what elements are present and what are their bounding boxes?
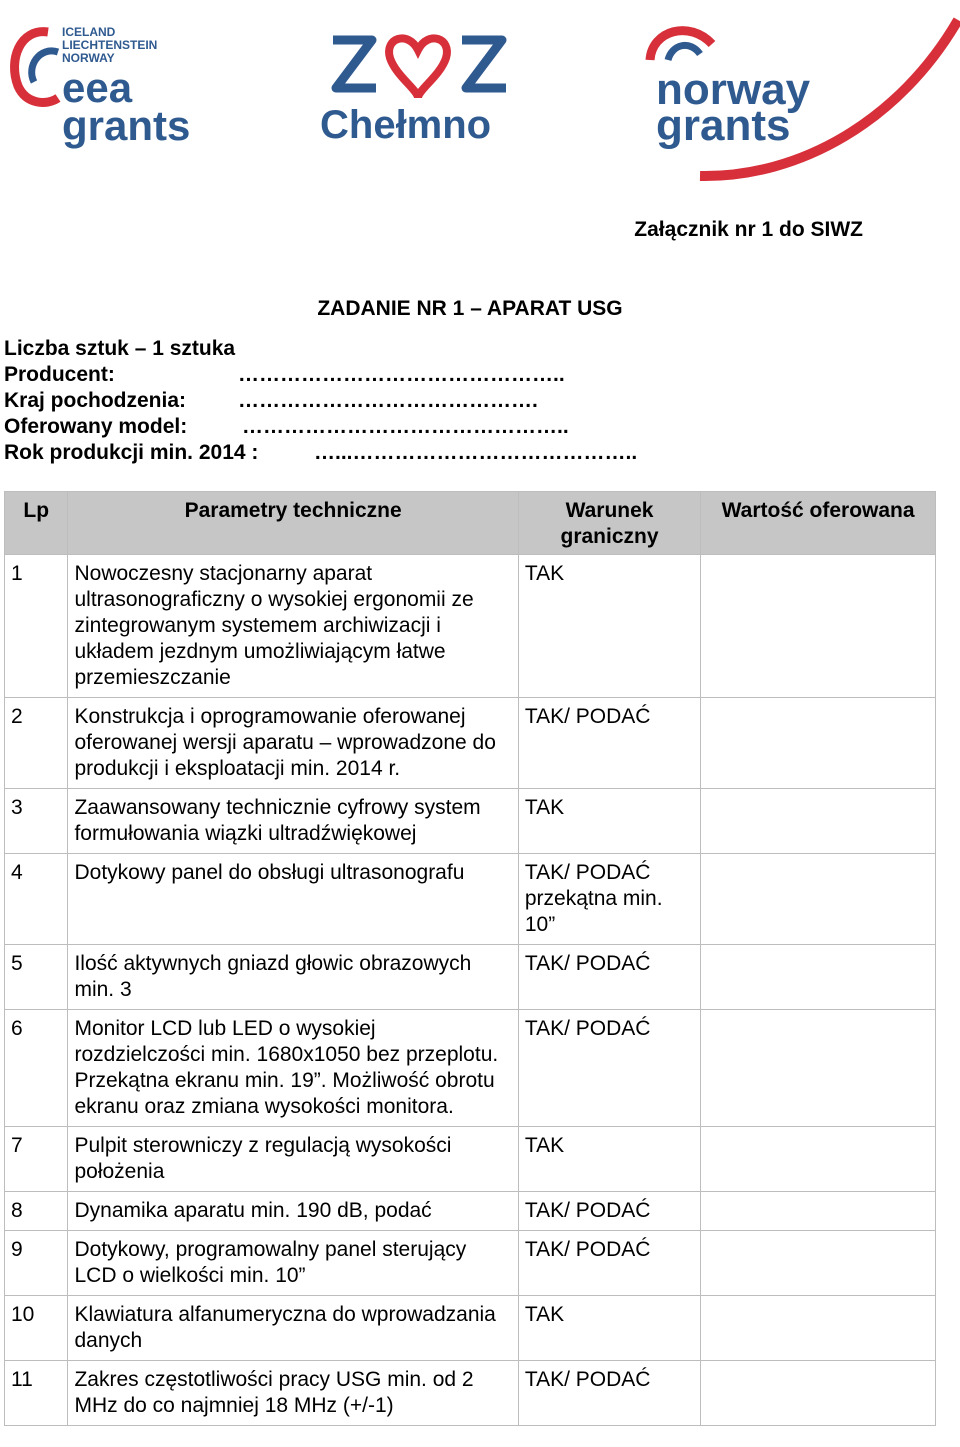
- cell-value[interactable]: [701, 1010, 936, 1127]
- cell-cond: TAK: [518, 1127, 700, 1192]
- cell-param: Dynamika aparatu min. 190 dB, podać: [68, 1192, 518, 1231]
- table-row: [5, 1361, 936, 1426]
- meta-dots: …………………………………….: [238, 389, 538, 412]
- meta-label: Producent:: [4, 363, 115, 386]
- cell-value[interactable]: [701, 1231, 936, 1296]
- table-row: [5, 1010, 936, 1127]
- table-row: [5, 1192, 936, 1231]
- meta-label: Liczba sztuk – 1 sztuka: [4, 337, 236, 360]
- norway-line2: grants: [656, 101, 791, 150]
- meta-dots: ………………………………………..: [238, 363, 565, 386]
- cell-value[interactable]: [701, 1192, 936, 1231]
- cell-value[interactable]: [701, 698, 936, 789]
- cell-value[interactable]: [701, 945, 936, 1010]
- cell-param: Dotykowy panel do obsługi ultrasonografu: [68, 854, 518, 945]
- cell-lp: 3: [5, 789, 68, 854]
- cell-cond: TAK/ PODAĆ: [518, 945, 700, 1010]
- cell-cond: TAK: [518, 1296, 700, 1361]
- cell-value[interactable]: [701, 1296, 936, 1361]
- header-param: Parametry techniczne: [68, 492, 518, 555]
- eea-country-3: NORWAY: [62, 51, 115, 65]
- cell-param: Klawiatura alfanumeryczna do wprowadzania danych: [68, 1296, 518, 1361]
- cell-cond: TAK/ PODAĆ przekątna min. 10”: [518, 854, 700, 945]
- cell-param: Pulpit sterowniczy z regulacją wysokości położenia: [68, 1127, 518, 1192]
- cell-lp: 7: [5, 1127, 68, 1192]
- table-row: [5, 854, 936, 945]
- cell-lp: 11: [5, 1361, 68, 1426]
- logo-strip: [0, 0, 960, 190]
- table-row: [5, 945, 936, 1010]
- table-row: [5, 555, 936, 698]
- table-header-row: [5, 492, 936, 555]
- meta-dots: ………………………………………..: [242, 415, 569, 438]
- cell-value[interactable]: [701, 555, 936, 698]
- cell-param: Konstrukcja i oprogramowanie oferowanej oferowanej wersji aparatu – wprowadzone do produkcji i eksploatacji min. 2014 r.: [68, 698, 518, 789]
- eea-line1: eea: [62, 64, 133, 111]
- cell-lp: 4: [5, 854, 68, 945]
- chelmno-logo: [320, 38, 506, 147]
- eea-line2: grants: [62, 102, 191, 149]
- header-lp: Lp: [5, 492, 68, 555]
- norway-line1: norway: [656, 65, 811, 114]
- meta-dots: …...…………………………………..: [314, 441, 638, 464]
- cell-cond: TAK/ PODAĆ: [518, 1361, 700, 1426]
- meta-label: Oferowany model:: [4, 415, 188, 438]
- table-row: [5, 1231, 936, 1296]
- cell-lp: 2: [5, 698, 68, 789]
- cell-cond: TAK: [518, 555, 700, 698]
- chelmno-name: Chełmno: [320, 103, 492, 147]
- cell-lp: 6: [5, 1010, 68, 1127]
- cell-cond: TAK: [518, 789, 700, 854]
- task-title: ZADANIE NR 1 – APARAT USG: [317, 297, 623, 320]
- meta-label: Kraj pochodzenia:: [4, 389, 187, 412]
- cell-lp: 5: [5, 945, 68, 1010]
- eea-country-1: ICELAND: [62, 25, 116, 39]
- cell-param: Zakres częstotliwości pracy USG min. od 2 MHz do co najmniej 18 MHz (+/-1): [68, 1361, 518, 1426]
- cell-param: Zaawansowany technicznie cyfrowy system formułowania wiązki ultradźwiękowej: [68, 789, 518, 854]
- table-row: [5, 1296, 936, 1361]
- cell-value[interactable]: [701, 789, 936, 854]
- cell-lp: 10: [5, 1296, 68, 1361]
- cell-param: Ilość aktywnych gniazd głowic obrazowych min. 3: [68, 945, 518, 1010]
- cell-lp: 9: [5, 1231, 68, 1296]
- cell-cond: TAK/ PODAĆ: [518, 1192, 700, 1231]
- spec-table: [4, 491, 936, 1426]
- norway-grants-logo: [650, 20, 958, 176]
- cell-value[interactable]: [701, 1127, 936, 1192]
- cell-param: Nowoczesny stacjonarny aparat ultrasonograficzny o wysokiej ergonomii ze zintegrowanym systemem archiwizacji i układem jezdnym umożliwiającym łatwe przemieszczanie: [68, 555, 518, 698]
- cell-param: Dotykowy, programowalny panel sterujący LCD o wielkości min. 10”: [68, 1231, 518, 1296]
- cell-value[interactable]: [701, 1361, 936, 1426]
- table-row: [5, 698, 936, 789]
- meta-label: Rok produkcji min. 2014 :: [4, 441, 259, 464]
- cell-cond: TAK/ PODAĆ: [518, 698, 700, 789]
- cell-lp: 8: [5, 1192, 68, 1231]
- cell-lp: 1: [5, 555, 68, 698]
- cell-cond: TAK/ PODAĆ: [518, 1231, 700, 1296]
- attachment-label: Załącznik nr 1 do SIWZ: [634, 218, 863, 241]
- eea-country-2: LIECHTENSTEIN: [62, 38, 158, 52]
- table-row: [5, 789, 936, 854]
- header-value: Wartość oferowana: [701, 492, 936, 555]
- header-cond: Warunek graniczny: [518, 492, 700, 555]
- cell-param: Monitor LCD lub LED o wysokiej rozdzielczości min. 1680x1050 bez przeplotu. Przekątna ekranu min. 19”. Możliwość obrotu ekranu oraz zmiana wysokości monitora.: [68, 1010, 518, 1127]
- cell-cond: TAK/ PODAĆ: [518, 1010, 700, 1127]
- eea-grants-logo: [15, 25, 191, 149]
- table-row: [5, 1127, 936, 1192]
- cell-value[interactable]: [701, 854, 936, 945]
